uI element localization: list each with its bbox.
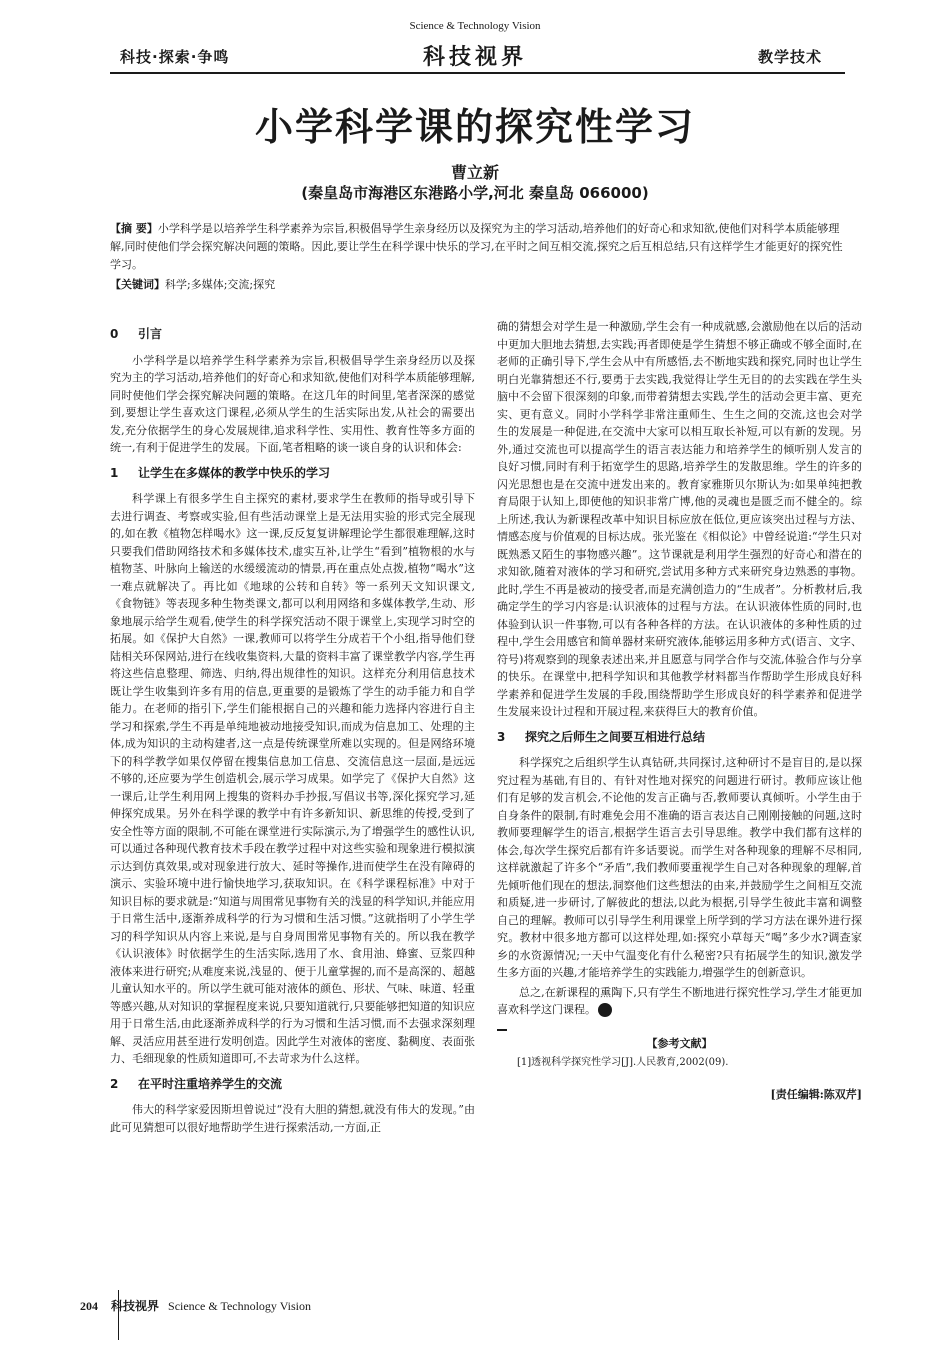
paragraph-text: 总之,在新课程的熏陶下,只有学生不断地进行探究性学习,学生才能更加喜欢科学这门课程。 xyxy=(497,985,862,1016)
abstract-label: 【摘 要】 xyxy=(110,222,158,235)
header-left-tag: 科技·探索·争鸣 xyxy=(120,48,230,66)
paragraph xyxy=(497,984,862,1019)
section-title: 探究之后师生之间要互相进行总结 xyxy=(525,729,706,744)
section-heading xyxy=(110,326,475,344)
section-title: 让学生在多媒体的教学中快乐的学习 xyxy=(138,465,331,480)
paragraph: 小学科学是以培养学生科学素养为宗旨,积极倡导学生亲身经历以及探究为主的学习活动,培养他们的好奇心和求知欲,使他们对科学本质能够理解,同时使他们学会探究解决问题的策略。在这几年的时间里,笔者深深的感觉到,要想让学生喜欢这门课程,必须从学生的生活实际出发,从社会的需要出发,充分依据学生的身心发展规律,追求科学性、实用性、教育性等多方面的统一,有利于促进学生的发展。下面,笔者粗略的谈一谈自身的认识和体会: xyxy=(110,353,475,454)
header-divider xyxy=(110,72,845,74)
section-number: 1 xyxy=(110,465,119,480)
page-footer xyxy=(80,1297,311,1314)
section-heading xyxy=(110,465,475,483)
header-section-tag: 教学技术 xyxy=(758,48,823,66)
reference-item: [1]透视科学探究性学习[J].人民教育,2002(09). xyxy=(517,1057,729,1068)
abstract xyxy=(110,220,845,274)
section-heading xyxy=(497,729,862,747)
paragraph: 科学探究之后组织学生认真钻研,共同探讨,这种研讨不是盲目的,是以探究过程为基础,有目的、有针对性地对探究的问题进行研讨。教师应该让他们有足够的发言机会,不论他的发言正确与否,教师要认真倾听。小学生由于自身条件的限制,有时难免会用不准确的语言表达自己刚刚接触的问题,这时教师要理解学生的语言,根据学生语言去引导思维。教学中我们都有这样的体会,每次学生探究后都有许多话要说。而学生对各种现象的理解不尽相同,这样就激起了许多个“矛盾”,我们教师要重视学生自己对各种现象的理解,首先倾听他们现在的想法,洞察他们这些想法的由来,并鼓励学生之间相互交流和质疑,进一步研讨,了解彼此的想法,以此为根据,引导学生彼此丰富和调整自己的理解。教师可以引导学生利用课堂上所学到的学习方法在课外进行探究。教材中很多地方都可以这样处理,如:探究小草每天“喝”多少水?调查家乡的水资源情况;一天中气温变化有什么秘密?只有拓展学生的知识,激发学生多方面的兴趣,才能培养学生的实践能力,增强学生的创新意识。 xyxy=(497,756,862,979)
section-heading xyxy=(110,1076,475,1094)
right-column xyxy=(497,318,862,1278)
keywords xyxy=(110,276,845,294)
responsible-editor: [责任编辑:陈双芹] xyxy=(770,1087,862,1101)
keywords-label: 【关键词】 xyxy=(110,278,165,291)
references-heading: 【参考文献】 xyxy=(646,1036,713,1050)
section-number: 3 xyxy=(497,729,506,744)
section-number: 2 xyxy=(110,1076,119,1091)
section-title: 引言 xyxy=(138,327,163,341)
article-author: 曹立新 xyxy=(450,163,499,182)
paragraph: 伟大的科学家爱因斯坦曾说过“没有大胆的猜想,就没有伟大的发现。”由此可见猜想可以很好地帮助学生进行探索活动,一方面,正 xyxy=(110,1103,475,1134)
article-affiliation: (秦皇岛市海港区东港路小学,河北 秦皇岛 066000) xyxy=(301,184,649,202)
section-number: 0 xyxy=(110,327,119,341)
section-title: 在平时注重培养学生的交流 xyxy=(138,1076,283,1091)
footer-journal-en: Science & Technology Vision xyxy=(168,1299,311,1313)
keywords-text: 科学;多媒体;交流;探究 xyxy=(165,278,276,291)
abstract-text: 小学科学是以培养学生科学素养为宗旨,积极倡导学生亲身经历以及探究为主的学习活动,培养他们的好奇心和求知欲,使他们对科学本质能够理解,同时使他们学会探究解决问题的策略。因此,要让学生在科学课中快乐的学习,在平时之间互相交流,探究之后互相总结,只有这样学生才能更好的探究性学习。 xyxy=(110,222,843,271)
paragraph: 科学课上有很多学生自主探究的素材,要求学生在教师的指导或引导下去进行调查、考察或实验,但有些活动课堂上是无法用实验的形式完全展现的,如在教《植物怎样喝水》这一课,反反复复讲解理论学生都很难理解,这时只要我们借助网络技术和多媒体技术,虚实互补,让学生“看到”植物根的水与植物茎、叶脉向上输送的水缓缓流动的情景,再在重点处点拨,植物“喝水”这一难点就解决了。再比如《地球的公转和自转》等一系列天文知识课文,《食物链》等表现多种生物类课文,都可以利用网络和多媒体教学,生动、形象地展示给学生观看,使学生的科学探究活动不限于课堂上,实现学习时空的拓展。如《保护大自然》一课,教师可以将学生分成若干个小组,指导他们登陆相关环保网站,进行在线收集资料,大量的资料丰富了课堂教学内容,学生再将这些信息整理、筛选、归纳,得出规律性的知识。这样充分利用信息技术既让学生收集到许多有用的信息,更重要的是锻炼了学生的动手能力和自学能力。在老师的指引下,学生们能根据自己的兴趣和能力选择内容进行自主学习和探索,学生不再是单纯地被动地接受知识,而成为信息加工、处理的主体,成为知识的主动构建者,这一点是传统课堂所难以实现的。但是网络环境下的科学教学如果仅停留在搜集信息加工信息、交流信息这一层面,是远远不够的,还应要为学生创造机会,展示学习成果。如学完了《保护大自然》这一课后,让学生利用网上搜集的资料办手抄报,写倡议书等,深化探究学习,延伸探究成果。另外在科学课的教学中有许多新知识、新思维的传授,受到了安全性等方面的限制,不可能在课堂进行实际演示,为了增强学生的感性认识,可以通过各种现代教育技术手段在教学过程中对这些实验和现象进行模拟演示达到仿真效果,或对现象进行放大、延时等操作,进而使学生在没有障碍的演示、实验环境中进行愉快地学习,获取知识。在《科学课程标准》中对于知识目标的要求就是:“知道与周围常见事物有关的浅显的科学知识,并能应用于日常生活中,逐渐养成科学的行为习惯和生活习惯。”这就指明了小学生学习的科学知识从内容上来说,是与自身周围常见事物有关的。所以我在教学《认识液体》时依据学生的生活实际,选用了水、食用油、蜂蜜、豆浆四种液体来进行研究;从难度来说,浅显的、便于儿童掌握的,而不是高深的、超越儿童认知水平的。所以学生就可能对液体的颜色、形状、气味、味道、轻重等感兴趣,从对知识的掌握程度来说,只要知道就行,只要能够把知道的知识应用于日常生活,由此逐渐养成科学的行为习惯和生活习惯,而不去强求深刻理解、灵活应用甚至进行发明创造。因此学生对液体的密度、黏稠度、表面张力、毛细现象的性质知道即可,不去苛求为什么这样。 xyxy=(110,492,475,1065)
page-number: 204 xyxy=(80,1299,98,1313)
journal-title: 科技视界 xyxy=(422,45,527,70)
end-mark-icon xyxy=(598,1003,612,1017)
reference-divider xyxy=(497,1029,507,1031)
footer-journal-cn: 科技视界 xyxy=(111,1299,160,1313)
paragraph-continued: 确的猜想会对学生是一种激励,学生会有一种成就感,会激励他在以后的活动中更加大胆地去猜想,去实践;再者即使是学生猜想不够正确或不够全面时,在老师的正确引导下,学生会从中有所感悟,去不断地实践和探究,同时也让学生明白光靠猜想还不行,要勇于去实践,我觉得让学生无目的的去实践在学生头脑中不会留下很深刻的印象,而带着猜想去实践,学生的活动会更丰富、更充实、更有意义。同时小学科学非常注重师生、生生之间的交流,这也会对学生的发展是一种促进,在交流中大家可以相互取长补短,可以有新的发现。另外,通过交流也可以提高学生的语言表达能力和培养学生的倾听别人发言的良好习惯,同时有利于拓宽学生的思路,培养学生的发散思维。学生的许多的闪光思想也是在交流中迸发出来的。教育家雅斯贝尔斯认为:如果单纯把教育局限于认知上,即使他的知识非常广博,他的灵魂也是匮乏而不健全的。综上所述,我认为新课程改革中知识目标应放在低位,更应该突出过程与方法、情感态度与价值观的目标达成。张光鉴在《相似论》中曾经说道:“学生只对既熟悉又陌生的事物感兴趣”。这节课就是利用学生强烈的好奇心和潜在的求知欲,随着对液体的学习和研究,尝试用多种方式来研究身边熟悉的事物。此时,学生不再是被动的接受者,而是充满创造力的“生成者”。分析教材后,我确定学生的学习内容是:认识液体的过程与方法。在认识液体性质的同时,也体验到认识一件事物,可以有各种各样的方法。在认识液体的多种性质的过程中,学生会用感官和简单器材来研究液体,能够运用多种方式(语言、文字、符号)将观察到的现象表述出来,并且愿意与同学合作与交流,体验合作与分享的快乐。在课堂中,把科学知识和其他教学材料都当作帮助学生形成良好科学素养和促进学生发展的手段,围绕帮助学生形成良好的科学素养和促进学生发展来设计过程和开展过程,来获得巨大的教育价值。 xyxy=(497,320,862,718)
left-column xyxy=(110,318,475,1278)
article-title: 小学科学课的探究性学习 xyxy=(254,104,695,149)
journal-english-title: Science & Technology Vision xyxy=(409,20,541,32)
